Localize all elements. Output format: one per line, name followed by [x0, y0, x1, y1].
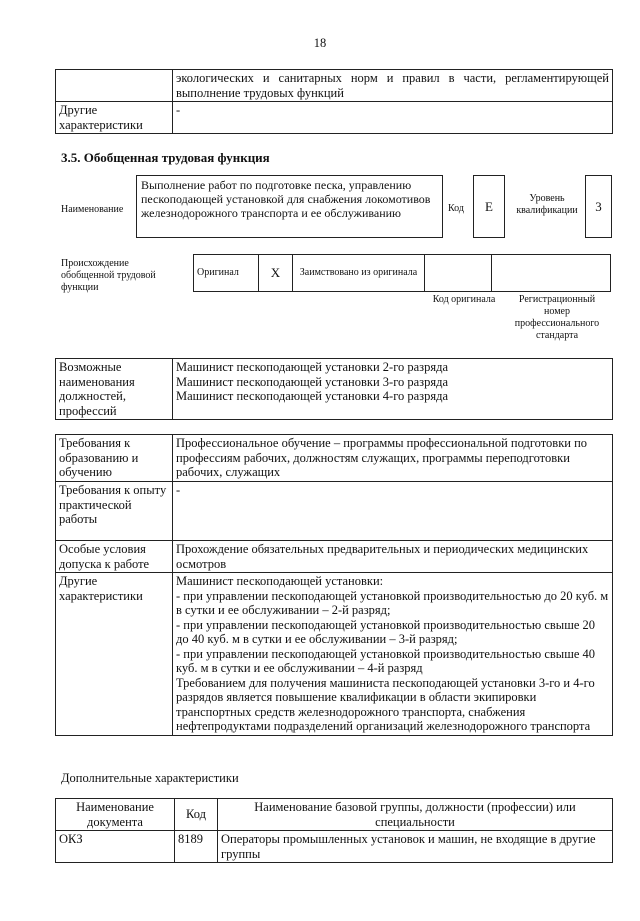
level-value-box — [585, 175, 612, 238]
additional-header-code: Код — [175, 799, 218, 831]
positions-table — [55, 358, 613, 420]
name-label: Наименование — [61, 204, 124, 215]
additional-cell-name: Операторы промышленных установок и машин, не входящие в другие группы — [218, 831, 613, 863]
positions-list — [173, 359, 613, 420]
code-value: E — [485, 199, 493, 214]
other-characteristics-label: Другие характеристики — [56, 573, 173, 736]
name-value-box — [136, 175, 443, 238]
origin-table — [193, 254, 611, 292]
admission-label: Особые условия допуска к работе — [56, 541, 173, 573]
top-table-row2-value: - — [173, 102, 613, 134]
education-label: Требования к образованию и обучению — [56, 435, 173, 482]
admission-value: Прохождение обязательных предварительных и периодических медицинских осмотров — [173, 541, 613, 573]
additional-cell-doc: ОКЗ — [56, 831, 175, 863]
other-characteristics-value — [173, 573, 613, 736]
other-line: - при управлении пескоподающей установкой производительностью свыше 20 до 40 куб. м в сутки и ее обслуживании – 3-й разряд; — [176, 617, 595, 646]
level-label: Уровень квалификации — [516, 193, 578, 216]
code-original-label: Код оригинала — [432, 294, 496, 305]
top-table-row2-label: Другие характеристики — [56, 102, 173, 134]
top-table — [55, 69, 613, 134]
original-mark: X — [259, 255, 293, 292]
level-value: 3 — [595, 199, 602, 214]
position-item: Машинист пескоподающей установки 3-го разряда — [176, 374, 449, 389]
additional-cell-code: 8189 — [175, 831, 218, 863]
position-item: Машинист пескоподающей установки 4-го разряда — [176, 389, 449, 403]
position-item: Машинист пескоподающей установки 2-го разряда — [176, 360, 449, 374]
borrowed-label: Заимствовано из оригинала — [293, 255, 425, 292]
table-row — [56, 831, 613, 863]
other-line: Требованием для получения машиниста пескоподающей установки 3-го и 4-го разрядов является повышение квалификации в области экипировки транспортных средств железнодорожного транспорта, снабжения нефтепродуктами подразделений организаций железнодорожного транспорта — [176, 675, 595, 733]
other-line: Машинист пескоподающей установки: — [176, 574, 384, 588]
top-table-empty-cell — [56, 70, 173, 102]
other-line: - при управлении пескоподающей установкой производительностью свыше 40 куб. м в сутки и ее обслуживании – 4-й разряд — [176, 646, 595, 675]
experience-label: Требования к опыту практической работы — [56, 482, 173, 541]
additional-title: Дополнительные характеристики — [61, 771, 239, 785]
original-label: Оригинал — [194, 255, 259, 292]
reg-number-label: Регистрационный номер профессионального стандарта — [514, 294, 600, 341]
code-value-box — [473, 175, 505, 238]
top-table-row1-text: экологических и санитарных норм и правил в части, регламентирующей выполнение трудовых функций — [173, 70, 613, 102]
additional-header-name: Наименование базовой группы, должности (профессии) или специальности — [218, 799, 613, 831]
education-value: Профессиональное обучение – программы профессиональной подготовки по профессиям рабочих, должностям служащих, программы переподготовки рабочих, служащих — [173, 435, 613, 482]
additional-table — [55, 798, 613, 863]
requirements-table — [55, 434, 613, 736]
additional-header-doc: Наименование документа — [56, 799, 175, 831]
code-label: Код — [448, 203, 464, 214]
code-original-cell — [425, 255, 492, 292]
experience-value: - — [173, 482, 613, 541]
origin-label: Происхождение обобщенной трудовой функции — [61, 258, 156, 293]
positions-label: Возможные наименования должностей, профессий — [56, 359, 173, 420]
other-line: - при управлении пескоподающей установкой производительностью до 20 куб. м в сутки и ее обслуживании – 2-й разряд; — [176, 588, 609, 617]
page-number: 18 — [313, 36, 327, 50]
reg-number-cell — [492, 255, 611, 292]
name-value: Выполнение работ по подготовке песка, управлению пескоподающей установкой для снабжения локомотивов железнодорожного транспорта и ее обслуживанию — [141, 178, 431, 220]
section-title: 3.5. Обобщенная трудовая функция — [61, 150, 270, 165]
